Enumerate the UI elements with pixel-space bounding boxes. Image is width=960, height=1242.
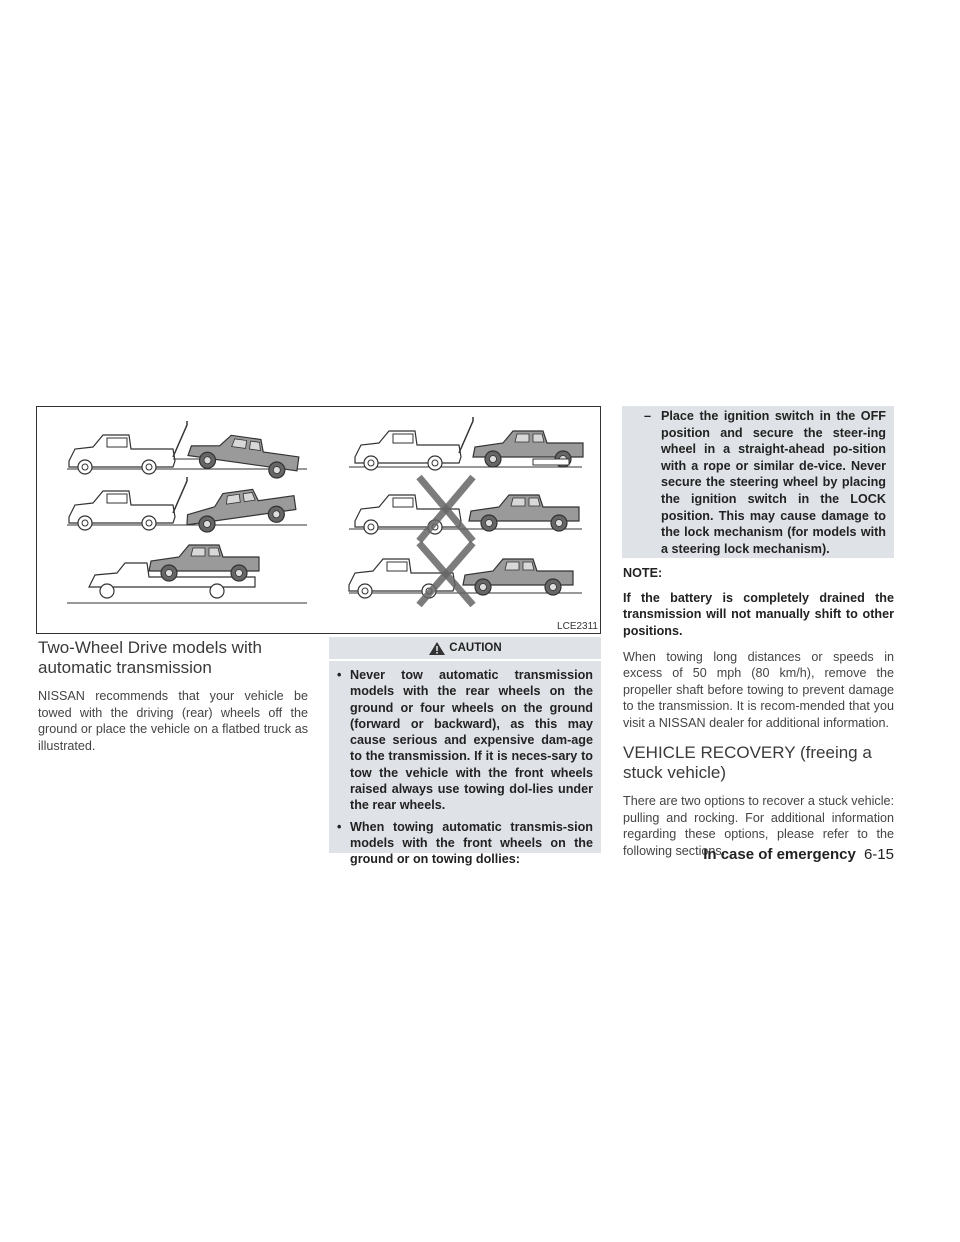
figure-code: LCE2311 [557, 621, 598, 632]
caution-title: CAUTION [449, 642, 502, 654]
note-label: NOTE: [623, 566, 663, 580]
section-body: NISSAN recommends that your vehicle be towed with the driving (rear) wheels off the ground or place the vehicle on a flatbed truck as illustrated. [38, 689, 308, 753]
section-two-wheel-drive [38, 638, 308, 754]
footer-section: In case of emergency [703, 846, 856, 863]
notes-column [623, 566, 894, 871]
caution-header [329, 637, 601, 661]
warning-icon [428, 641, 446, 656]
section-heading: Two-Wheel Drive models with automatic transmission [38, 638, 262, 677]
caution-continuation [622, 406, 894, 558]
caution-sub-item: – Place the ignition switch in the OFF position and secure the steer-ing wheel in a straight-ahead po-sition with a rope or similar de-vice. Never secure the steering wheel by placing the ignition switch in the LOCK position. This may cause damage to the lock mechanism (for models with a steering lock mechanism). [644, 409, 886, 556]
caution-list [329, 661, 601, 868]
section-heading-recovery: VEHICLE RECOVERY (freeing a stuck vehicle) [623, 743, 872, 783]
caution-box [329, 637, 601, 867]
towing-diagram [37, 407, 600, 633]
note-body: When towing long distances or speeds in excess of 50 mph (80 km/h), remove the propeller shaft before towing to prevent damage to the transmission. It is recom-mended that you visit a NISSAN dealer for additional information. [623, 649, 894, 730]
note-text: If the battery is completely drained the transmission will not manually shift to other positions. [623, 591, 894, 638]
towing-illustration [36, 406, 601, 634]
recovery-body: There are two options to recover a stuck vehicle: pulling and rocking. For additional information regarding these options, please refer to the following sections. [623, 794, 894, 858]
page-footer [703, 846, 894, 863]
caution-item: • Never tow automatic transmission models with the rear wheels on the ground or four wheels on the ground (forward or backward), as this may cause serious and expensive dam-age to the transmission. If it is neces-sary to tow the vehicle with the front wheels raised always use towing dol-lies under the rear wheels. [337, 668, 593, 813]
caution-item: • When towing automatic transmis-sion models with the front wheels on the ground or on towing dollies: [337, 819, 593, 867]
page-number: 6-15 [863, 846, 894, 863]
